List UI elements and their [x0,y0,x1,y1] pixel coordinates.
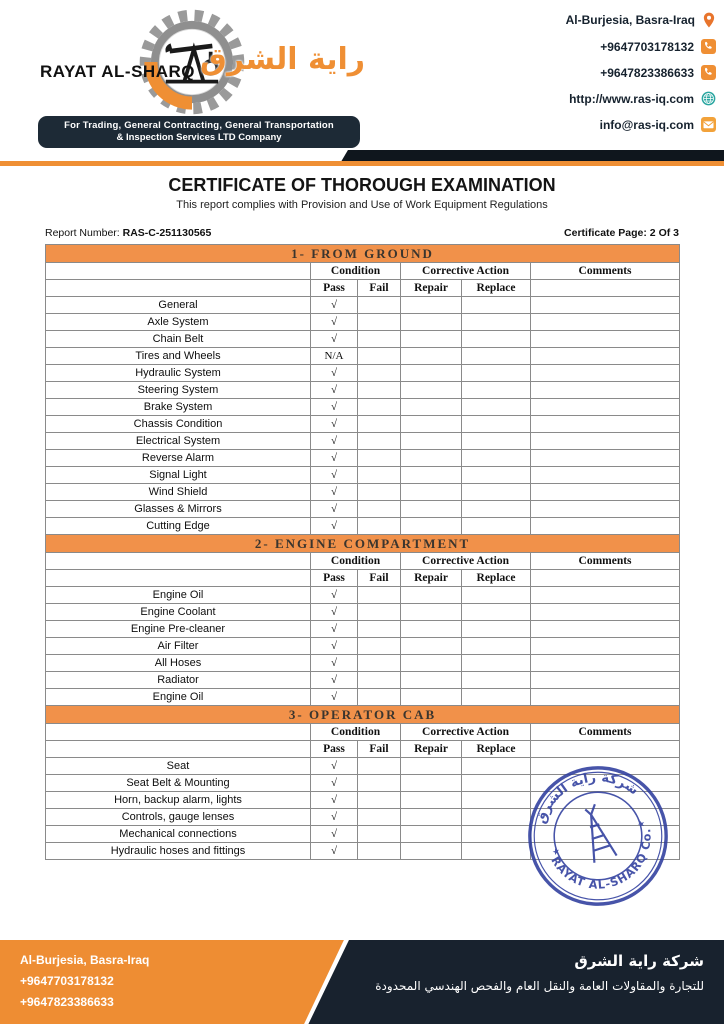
table-row [46,467,680,484]
pass-mark: √ [311,826,358,843]
replace-mark [462,314,531,331]
repair-mark [401,484,462,501]
item-label: Wind Shield [46,484,311,501]
fail-mark [358,758,401,775]
item-label: Tires and Wheels [46,348,311,365]
section-header-row [46,245,680,263]
table-row [46,638,680,655]
pass-mark: N/A [311,348,358,365]
table-row [46,604,680,621]
repair-header: Repair [401,280,462,297]
fail-mark [358,433,401,450]
fail-mark [358,638,401,655]
empty-header-cell [531,741,680,758]
corrective-action-header: Corrective Action [401,263,531,280]
fail-mark [358,450,401,467]
pass-mark: √ [311,792,358,809]
comments-cell [531,297,680,314]
fail-mark [358,501,401,518]
footer-company-arabic: شركة راية الشرق [574,952,704,970]
comments-cell [531,331,680,348]
replace-mark [462,672,531,689]
pass-mark: √ [311,450,358,467]
replace-mark [462,621,531,638]
contact-phone-1 [501,39,716,54]
repair-mark [401,672,462,689]
fail-mark [358,604,401,621]
table-row [46,450,680,467]
condition-header: Condition [311,553,401,570]
pass-mark: √ [311,484,358,501]
comments-cell [531,416,680,433]
item-label: Cutting Edge [46,518,311,535]
fail-mark [358,809,401,826]
item-label: Chain Belt [46,331,311,348]
stamp-derrick-icon [577,803,616,863]
replace-mark [462,433,531,450]
empty-header-cell [46,553,311,570]
fail-mark [358,365,401,382]
table-row [46,348,680,365]
comments-header: Comments [531,263,680,280]
footer-phone-2: +9647823386633 [20,995,114,1009]
pass-mark: √ [311,399,358,416]
replace-mark [462,297,531,314]
replace-mark [462,689,531,706]
replace-mark [462,792,531,809]
fail-mark [358,348,401,365]
repair-mark [401,689,462,706]
pass-mark: √ [311,297,358,314]
pass-mark: √ [311,501,358,518]
comments-cell [531,399,680,416]
item-label: Engine Coolant [46,604,311,621]
comments-cell [531,382,680,399]
repair-mark [401,621,462,638]
stamp-star-right: ★ [635,817,647,830]
table-row [46,655,680,672]
corrective-action-header: Corrective Action [401,553,531,570]
table-row [46,382,680,399]
footer-tagline-arabic: للتجارة والمقاولات العامة والنقل العام والفحص الهندسي المحدودة [375,979,704,993]
replace-mark [462,655,531,672]
comments-header: Comments [531,724,680,741]
certificate-page-info: Certificate Page: 2 Of 3 [564,227,679,239]
comments-cell [531,518,680,535]
pass-header: Pass [311,280,358,297]
fail-header: Fail [358,570,401,587]
column-header-row [46,741,680,758]
table-row [46,297,680,314]
stamp-text-arabic: شركة راية الشرق [533,770,641,826]
phone1-text: +9647703178132 [600,39,694,54]
repair-mark [401,348,462,365]
comments-header: Comments [531,553,680,570]
item-label: General [46,297,311,314]
company-logo [38,4,368,150]
replace-mark [462,638,531,655]
contact-address [501,12,716,28]
empty-header-cell [46,263,311,280]
section-title: 2- ENGINE COMPARTMENT [46,535,680,553]
header [0,0,724,150]
fail-mark [358,843,401,860]
comments-cell [531,484,680,501]
email-text: info@ras-iq.com [599,117,694,132]
replace-mark [462,758,531,775]
repair-mark [401,331,462,348]
pass-mark: √ [311,689,358,706]
company-name-english: RAYAT AL-SHARQ [40,62,195,81]
document-subtitle: This report complies with Provision and Use of Work Equipment Regulations [176,199,548,211]
pass-mark: √ [311,416,358,433]
corrective-action-header: Corrective Action [401,724,531,741]
fail-mark [358,467,401,484]
repair-mark [401,518,462,535]
table-row [46,331,680,348]
location-pin-icon [702,12,716,28]
table-row [46,484,680,501]
replace-mark [462,501,531,518]
comments-cell [531,655,680,672]
tagline-line-1: For Trading, General Contracting, General Transportation [64,120,334,131]
table-row [46,501,680,518]
fail-mark [358,655,401,672]
item-label: Mechanical connections [46,826,311,843]
table-row [46,365,680,382]
empty-header-cell [531,570,680,587]
fail-mark [358,587,401,604]
footer-arabic-block [375,952,704,993]
item-label: Signal Light [46,467,311,484]
replace-mark [462,587,531,604]
pass-header: Pass [311,570,358,587]
table-row [46,399,680,416]
document-title: CERTIFICATE OF THOROUGH EXAMINATION [168,175,556,195]
section-title: 3- OPERATOR CAB [46,706,680,724]
replace-header: Replace [462,280,531,297]
comments-cell [531,638,680,655]
replace-mark [462,775,531,792]
item-label: All Hoses [46,655,311,672]
repair-mark [401,314,462,331]
item-label: Engine Oil [46,689,311,706]
fail-mark [358,382,401,399]
fail-mark [358,792,401,809]
replace-mark [462,809,531,826]
pass-mark: √ [311,518,358,535]
pass-mark: √ [311,655,358,672]
fail-mark [358,621,401,638]
repair-mark [401,382,462,399]
replace-mark [462,450,531,467]
comments-cell [531,501,680,518]
phone2-text: +9647823386633 [600,65,694,80]
repair-mark [401,450,462,467]
replace-mark [462,843,531,860]
pass-mark: √ [311,672,358,689]
replace-mark [462,348,531,365]
comments-cell [531,467,680,484]
address-text: Al-Burjesia, Basra-Iraq [565,13,695,27]
replace-mark [462,604,531,621]
repair-mark [401,604,462,621]
pass-mark: √ [311,331,358,348]
column-header-row [46,570,680,587]
item-label: Hydraulic System [46,365,311,382]
item-label: Axle System [46,314,311,331]
empty-header-cell [46,724,311,741]
repair-mark [401,297,462,314]
item-label: Seat [46,758,311,775]
pass-mark: √ [311,843,358,860]
fail-mark [358,416,401,433]
repair-mark [401,467,462,484]
pass-mark: √ [311,809,358,826]
phone-icon [701,39,716,54]
fail-mark [358,297,401,314]
fail-mark [358,672,401,689]
comments-cell [531,621,680,638]
pass-mark: √ [311,467,358,484]
report-number-value: RAS-C-251130565 [122,227,212,239]
fail-mark [358,399,401,416]
phone-icon [701,65,716,80]
item-label: Air Filter [46,638,311,655]
replace-header: Replace [462,570,531,587]
fail-header: Fail [358,280,401,297]
column-header-row [46,280,680,297]
section-header-row [46,706,680,724]
pass-mark: √ [311,314,358,331]
repair-mark [401,843,462,860]
replace-mark [462,518,531,535]
pass-mark: √ [311,365,358,382]
report-number [45,227,211,239]
stamp-text-english: RAYAT AL-SHARQ Co. [548,827,654,892]
table-row [46,433,680,450]
fail-mark [358,518,401,535]
repair-mark [401,826,462,843]
pass-mark: √ [311,604,358,621]
table-row [46,314,680,331]
contact-info [501,12,716,143]
company-name-arabic: راية الشرق [200,42,366,77]
empty-header-cell [46,741,311,758]
company-stamp [525,763,671,909]
column-group-header-row [46,724,680,741]
table-row [46,689,680,706]
repair-header: Repair [401,570,462,587]
column-group-header-row [46,553,680,570]
item-label: Chassis Condition [46,416,311,433]
section-header-row [46,535,680,553]
fail-mark [358,484,401,501]
pass-mark: √ [311,758,358,775]
footer-address: Al-Burjesia, Basra-Iraq [20,953,150,967]
item-label: Reverse Alarm [46,450,311,467]
replace-mark [462,399,531,416]
fail-mark [358,331,401,348]
comments-cell [531,672,680,689]
company-tagline-badge [38,116,360,148]
item-label: Glasses & Mirrors [46,501,311,518]
replace-mark [462,382,531,399]
comments-cell [531,314,680,331]
footer [0,940,724,1024]
replace-mark [462,365,531,382]
fail-mark [358,775,401,792]
repair-mark [401,792,462,809]
repair-mark [401,758,462,775]
fail-header: Fail [358,741,401,758]
item-label: Controls, gauge lenses [46,809,311,826]
website-text: http://www.ras-iq.com [569,91,694,106]
replace-mark [462,467,531,484]
fail-mark [358,314,401,331]
comments-cell [531,587,680,604]
comments-cell [531,365,680,382]
item-label: Electrical System [46,433,311,450]
divider-orange-bar [0,161,724,166]
replace-mark [462,416,531,433]
globe-icon [701,91,716,106]
table-row [46,518,680,535]
header-divider [0,150,724,167]
item-label: Steering System [46,382,311,399]
footer-phone-1: +9647703178132 [20,974,114,988]
comments-cell [531,689,680,706]
table-row [46,587,680,604]
pass-mark: √ [311,621,358,638]
footer-contact-block [20,950,149,1013]
section-title: 1- FROM GROUND [46,245,680,263]
contact-website [501,91,716,106]
pass-mark: √ [311,638,358,655]
repair-mark [401,365,462,382]
contact-phone-2 [501,65,716,80]
table-row [46,416,680,433]
comments-cell [531,348,680,365]
fail-mark [358,826,401,843]
envelope-icon [701,117,716,132]
empty-header-cell [46,570,311,587]
tagline-line-2: & Inspection Services LTD Company [116,132,282,143]
replace-mark [462,484,531,501]
pass-mark: √ [311,775,358,792]
repair-mark [401,399,462,416]
fail-mark [358,689,401,706]
repair-mark [401,587,462,604]
column-group-header-row [46,263,680,280]
report-number-label: Report Number: [45,227,120,239]
comments-cell [531,604,680,621]
item-label: Engine Oil [46,587,311,604]
empty-header-cell [531,280,680,297]
item-label: Engine Pre-cleaner [46,621,311,638]
pass-mark: √ [311,587,358,604]
repair-mark [401,638,462,655]
stamp-star-left: ★ [550,845,562,858]
repair-mark [401,501,462,518]
condition-header: Condition [311,263,401,280]
comments-cell [531,450,680,467]
item-label: Horn, backup alarm, lights [46,792,311,809]
replace-header: Replace [462,741,531,758]
repair-mark [401,416,462,433]
pass-header: Pass [311,741,358,758]
item-label: Hydraulic hoses and fittings [46,843,311,860]
replace-mark [462,826,531,843]
report-info-row [45,227,679,239]
item-label: Seat Belt & Mounting [46,775,311,792]
table-row [46,672,680,689]
repair-mark [401,655,462,672]
condition-header: Condition [311,724,401,741]
comments-cell [531,433,680,450]
item-label: Radiator [46,672,311,689]
item-label: Brake System [46,399,311,416]
replace-mark [462,331,531,348]
empty-header-cell [46,280,311,297]
pass-mark: √ [311,382,358,399]
repair-header: Repair [401,741,462,758]
table-row [46,621,680,638]
repair-mark [401,809,462,826]
svg-text:RAYAT AL-SHARQ Co. [547,824,667,906]
repair-mark [401,433,462,450]
repair-mark [401,775,462,792]
contact-email [501,117,716,132]
pass-mark: √ [311,433,358,450]
